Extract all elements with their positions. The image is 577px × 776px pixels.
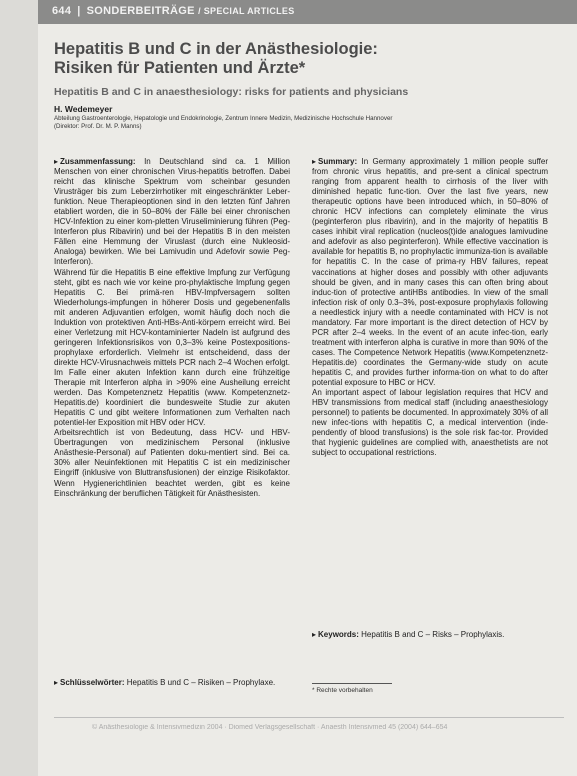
summary-en-column: [312, 157, 548, 458]
title-line-1: Hepatitis B und C in der Anästhesiologie:: [54, 40, 378, 58]
author-name: H. Wedemeyer: [54, 104, 113, 114]
page-margin-strip: [0, 0, 38, 776]
summary-de-paragraph-3: Arbeitsrechtlich ist von Bedeutung, dass HCV- und HBV-Übertragungen von medizinischem Personal (inklusive Anästhesie-Personal) auf Patienten doku-mentiert sind. Bei ca. 30% aller Neuinfektionen mit Hepatitis C ist ein medizinischer Eingriff (inklusive von Bluttransfusionen) der einzige Risikofaktor. Wenn Hygienerichtlinien beachtet werden, gibt es keine Einschränkung der beruflichen Tätigkeit für Anästhesisten.: [54, 428, 290, 498]
summary-en-paragraph-1: [312, 157, 548, 388]
header-text: [52, 5, 295, 17]
summary-en-label: Summary:: [318, 157, 358, 166]
footer-divider: [54, 717, 564, 718]
section-marker-icon: ▸: [54, 678, 59, 687]
section-title-en: / SPECIAL ARTICLES: [198, 6, 295, 16]
keywords-en: [312, 630, 548, 640]
summary-de-label: Zusammenfassung:: [60, 157, 136, 166]
title-line-2: Risiken für Patienten und Ärzte*: [54, 59, 306, 77]
summary-de-paragraph-1: [54, 157, 290, 268]
section-marker-icon: ▸: [54, 157, 59, 166]
footnote-divider: [312, 683, 392, 684]
summary-en-paragraph-2: An important aspect of labour legislation requires that HCV and HBV transmissions from medical staff (including anaesthesiology personnel) to patients be documented. In approximately 30% of all new infec-tions with hepatitis C, a medical intervention (inde-pendently of blood transfusions) is the sole risk fac-tor. Provided that hygienic guidelines are complied with, anaesthetists are not subject to occupational restrictions.: [312, 388, 548, 458]
article-title: [54, 40, 554, 78]
running-header: [38, 0, 577, 24]
summary-de-text-1: In Deutschland sind ca. 1 Million Menschen von einer chronischen Virus-hepatitis betroffen. Dabei reicht das klinische Spektrum vom scheinbar gesunden Virusträger bis zum Leberzirrhotiker mit eingeschränkter Leber-funktion. Neue Therapieoptionen sind in den letzten fünf Jahren etabliert worden, die in 50–80% der Fälle bei einer chronischen HCV-Infektion zu einer kom-pletten Viruseliminierung führen (Peg-Interferon plus Ribavirin) und bei der Hepatitis B in den meisten Fällen eine Hemmung der Viruslast (durch eine Nukleosid-Analoga) bewirken. Wie bei Lamivudin und Adefovir sowie Peg-Interferon).: [54, 157, 290, 267]
keywords-de-text: Hepatitis B und C – Risiken – Prophylaxe.: [126, 678, 276, 687]
keywords-en-label: Keywords:: [318, 630, 359, 639]
page-footer: © Anästhesiologie & Intensivmedizin 2004 · Diomed Verlagsgesellschaft · Anaesth Intensivmed 45 (2004) 644–654: [92, 724, 448, 731]
keywords-en-text: Hepatitis B and C – Risks – Prophylaxis.: [361, 630, 505, 639]
section-marker-icon: ▸: [312, 157, 317, 166]
affiliation-line-2: (Direktor: Prof. Dr. M. P. Manns): [54, 123, 142, 130]
summary-en-text-1: In Germany approximately 1 million people suffer from chronic virus hepatitis, and pre-sent a clinical spectrum ranging from apparent health to cirrhosis of the liver with diminished hepatic func-tion. Over the last five years, new therapeutic options have been introduced which, in 50–80% of chronic HCV infections can completely eliminate the virus (peginterferon plus ribavirin), and in the majority of hepatitis B cases inhibit viral replication (nucleos(t)ide analogues lamivudine and adefovir as also peginterferon). While effective vaccination is available for hepatitis B, no prophylactic immuniza-tion is available for hepatitis C. In the case of prima-ry HBV failures, repeat vaccinations at higher doses and possibly with other adjuvants should be given, and in many cases this can often bring about induc-tion of protective antiHBs antibodies. In view of the small infection risk of only 0.3–3%, post-exposure prophylaxis following a needlestick injury with a needle contaminated with HCV is not mandatory. Far more important is the direct detection of HCV by PCR after 2–4 weeks. In the event of an acute infec-tion, early treatment with interferon alpha is curative in more than 90% of the cases. The Competence Network Hepatitis (www.Kompetenznetz-Hepatitis.de) coordinates the Germany-wide study on acute hepatitis C, and provides further informa-tion on what to do after potential exposure to HBC or HCV.: [312, 157, 548, 388]
author-affiliation: [54, 115, 554, 131]
page-number: 644: [52, 5, 72, 17]
summary-de-paragraph-2: Während für die Hepatitis B eine effektive Impfung zur Verfügung steht, gibt es nach wie vor keine pro-phylaktische Impfung gegen Hepatitis C. Bei primä-ren HBV-Impfversagern sollten Wiederholungs-impfungen in höherer Dosis und gegebenenfalls mit anderen Adjuvantien erfolgen, womit häufig doch noch die Induktion von protektiven Anti-HBs-Anti-körpern erreicht wird. Bei einer Verletzung mit HCV-kontaminierter Nadeln ist aufgrund des geringeren Infektionsrisikos von 0,3–3% keine Postexpositions-prophylaxe erforderlich. Vielmehr ist entscheidend, dass der direkte HCV-Virusnachweis mittels PCR nach 2–4 Wochen erfolgt. Im Falle einer akuten Infektion kann durch eine frühzeitige Therapie mit Interferon alpha in >90% eine Ausheilung erreicht werden. Das Kompetenznetz Hepatitis (www. Kompetenznetz-Hepatitis.de) koordiniert die bundesweite Studie zur akuten Hepatitis C und gibt weitere Informationen zum Verhalten nach potentiel-ler Exposition mit HBV oder HCV.: [54, 267, 290, 428]
affiliation-line-1: Abteilung Gastroenterologie, Hepatologie und Endokrinologie, Zentrum Innere Medizin, Medizinische Hochschule Hannover: [54, 115, 393, 122]
article-subtitle-en: Hepatitis B and C in anaesthesiology: risks for patients and physicians: [54, 86, 409, 98]
section-marker-icon: ▸: [312, 630, 317, 639]
section-title-de: SONDERBEITRÄGE: [86, 5, 195, 17]
header-separator: |: [77, 5, 81, 17]
footnote: * Rechte vorbehalten: [312, 687, 373, 694]
keywords-de-label: Schlüsselwörter:: [60, 678, 125, 687]
summary-de-column: [54, 157, 290, 499]
keywords-de: [54, 678, 290, 688]
